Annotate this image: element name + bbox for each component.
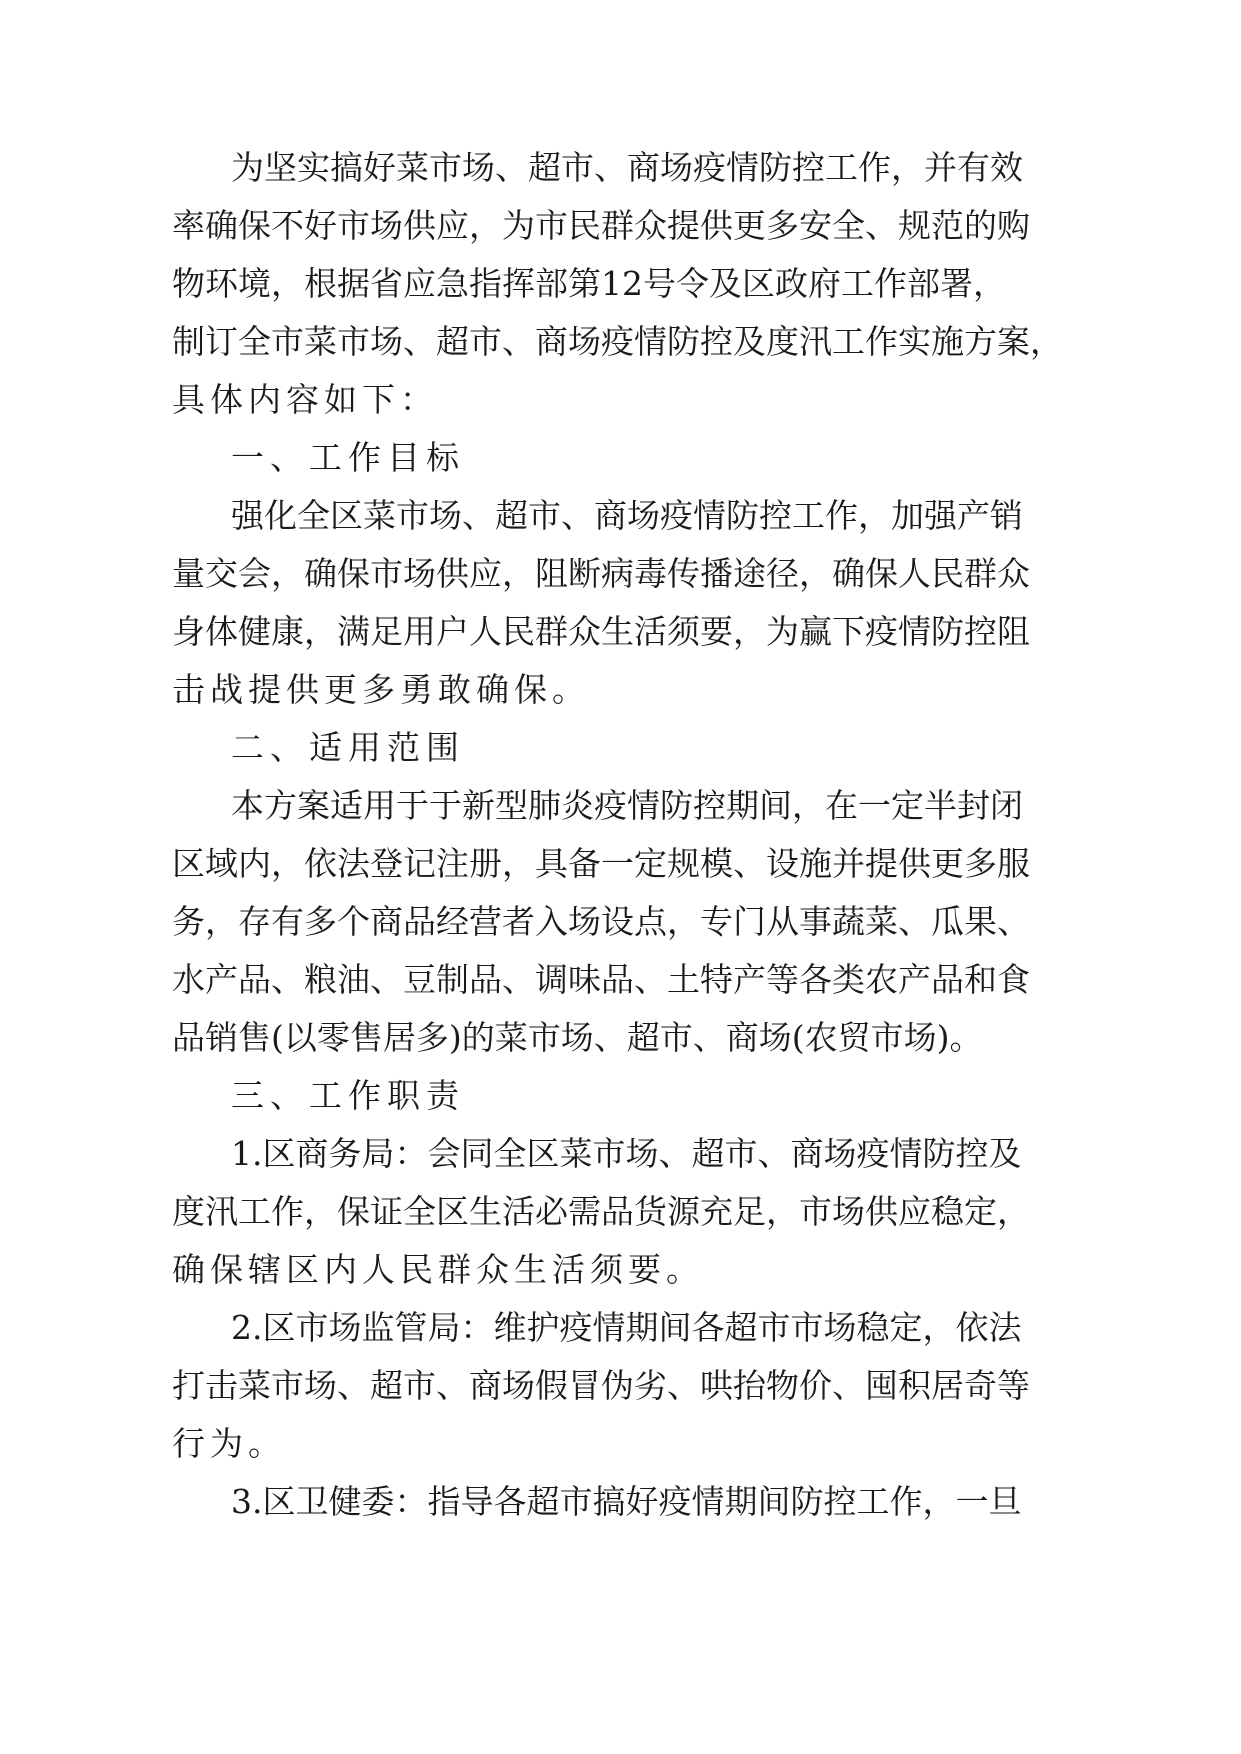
text-line: 率 确 保 不 好 市 场 供 应 ， 为 市 民 群 众 提 供 更 多 安 全 、 规 范 的 购 bbox=[172, 206, 1030, 245]
text-line: 本 方 案 适 用 于 于 新 型 肺 炎 疫 情 防 控 期 间 ， 在 一 定 半 封 闭 bbox=[231, 786, 1023, 825]
text-line: 2 . 区 市 场 监 管 局 ： 维 护 疫 情 期 间 各 超 市 市 场 稳 定 ， 依 法 bbox=[231, 1308, 1022, 1347]
text-line: 量 交 会 ， 确 保 市 场 供 应 ， 阻 断 病 毒 传 播 途 径 ， 确 保 人 民 群 众 bbox=[172, 554, 1030, 593]
text-line: 物 环 境 ， 根 据 省 应 急 指 挥 部 第 12 号 令 及 区 政 府 工 作 部 署 ， bbox=[172, 264, 1006, 303]
text-line: 度 汛 工 作 ， 保 证 全 区 生 活 必 需 品 货 源 充 足 ， 市 场 供 应 稳 定 ， bbox=[172, 1192, 1030, 1231]
text-line: 确保辖区内人民群众生活须要。 bbox=[172, 1250, 704, 1289]
text-line: 制 订 全 市 菜 市 场 、 超 市 、 商 场 疫 情 防 控 及 度 汛 工 作 实 施 方 案 ， bbox=[172, 322, 1063, 361]
section-heading: 一、工作目标 bbox=[231, 438, 465, 477]
text-line: 击战提供更多勇敢确保。 bbox=[172, 670, 590, 709]
text-line: 区 域 内 ， 依 法 登 记 注 册 ， 具 备 一 定 规 模 、 设 施 并 提 供 更 多 服 bbox=[172, 844, 1030, 883]
text-line: 水 产 品 、 粮 油 、 豆 制 品 、 调 味 品 、 土 特 产 等 各 类 农 产 品 和 食 bbox=[172, 960, 1030, 999]
section-heading: 二、适用范围 bbox=[231, 728, 465, 767]
text-line: 行为。 bbox=[172, 1424, 286, 1463]
text-line: 身 体 健 康 ， 满 足 用 户 人 民 群 众 生 活 须 要 ， 为 赢 下 疫 情 防 控 阻 bbox=[172, 612, 1030, 651]
text-line: 1 . 区 商 务 局 ： 会 同 全 区 菜 市 场 、 超 市 、 商 场 疫 情 防 控 及 bbox=[231, 1134, 1022, 1173]
text-line: 具体内容如下： bbox=[172, 380, 438, 419]
text-line: 为 坚 实 搞 好 菜 市 场 、 超 市 、 商 场 疫 情 防 控 工 作 ， 并 有 效 bbox=[231, 148, 1023, 187]
text-line: 品 销 售 ( 以 零 售 居 多 ) 的 菜 市 场 、 超 市 、 商 场 ( 农 贸 市 场 ) 。 bbox=[172, 1018, 983, 1057]
section-heading: 三、工作职责 bbox=[231, 1076, 465, 1115]
text-line: 务 ， 存 有 多 个 商 品 经 营 者 入 场 设 点 ， 专 门 从 事 蔬 菜 、 瓜 果 、 bbox=[172, 902, 1030, 941]
text-line: 强 化 全 区 菜 市 场 、 超 市 、 商 场 疫 情 防 控 工 作 ， 加 强 产 销 bbox=[231, 496, 1023, 535]
text-line: 打 击 菜 市 场 、 超 市 、 商 场 假 冒 伪 劣 、 哄 抬 物 价 、 囤 积 居 奇 等 bbox=[172, 1366, 1030, 1405]
text-line: 3 . 区 卫 健 委 ： 指 导 各 超 市 搞 好 疫 情 期 间 防 控 工 作 ， 一 旦 bbox=[231, 1482, 1022, 1521]
